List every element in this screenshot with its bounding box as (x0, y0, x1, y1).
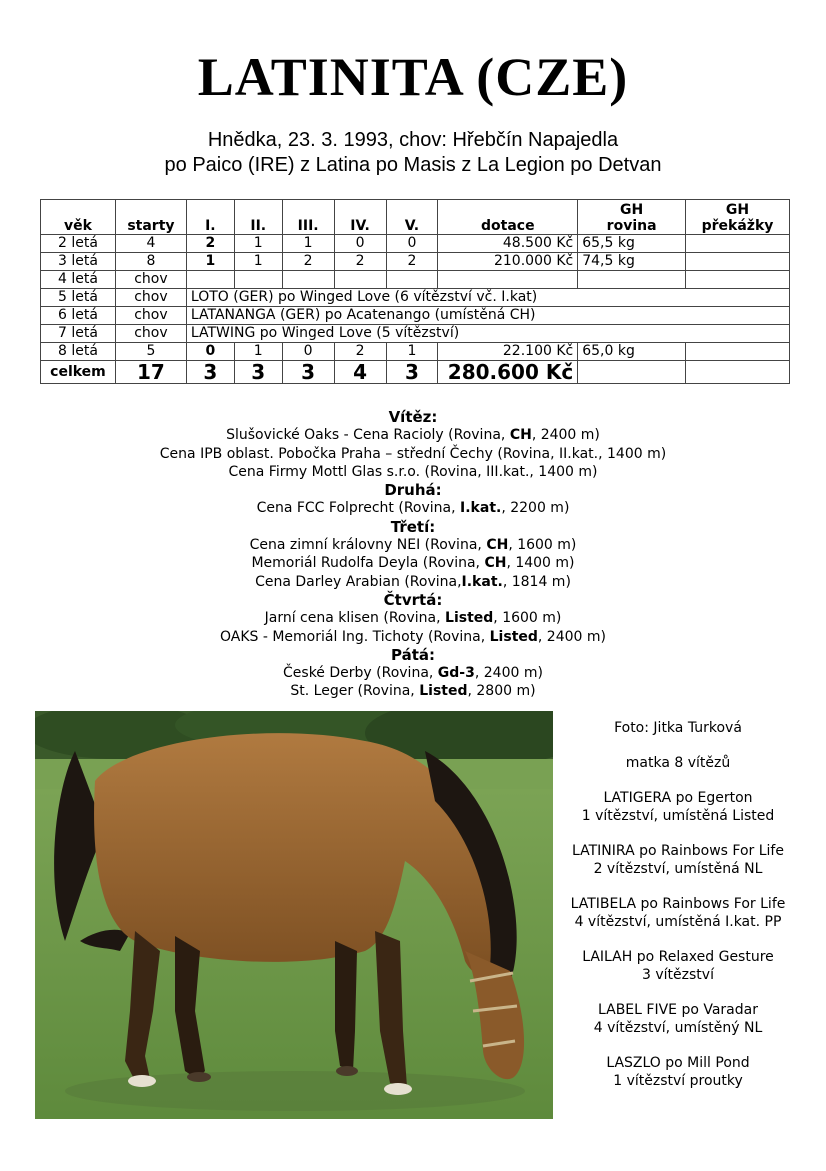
section-heading-second: Druhá: (384, 481, 442, 500)
race-text: , 1600 m) (493, 610, 562, 627)
race-text: Cena zimní královny NEI (Rovina, (249, 537, 487, 554)
offspring-record: 2 vítězství, umístěná NL (593, 861, 763, 877)
race-text: , 1600 m) (508, 537, 577, 554)
gh-label: GH (620, 202, 644, 218)
offspring-record: 4 vítězství, umístěný NL (593, 1020, 763, 1036)
fore-leg-left (335, 941, 357, 1071)
offspring-entry (555, 1001, 801, 1037)
page-title: LATINITA (CZE) (197, 47, 629, 107)
horse-illustration (35, 711, 553, 1119)
offspring-name: LASZLO po Mill Pond (606, 1055, 750, 1071)
table-header-row (41, 200, 790, 235)
offspring-record: 1 vítězství, umístěná Listed (581, 808, 775, 824)
race-text: , 1814 m) (502, 573, 571, 590)
fifth-cell: 0 (386, 235, 438, 253)
prize-cell: 48.500 Kč (438, 235, 578, 253)
col-second: II. (234, 200, 282, 235)
race-category: CH (509, 427, 532, 444)
race-line (0, 499, 826, 517)
offspring-name: LATIBELA po Rainbows For Life (570, 896, 786, 912)
first-cell: 1 (186, 253, 234, 271)
col-gh-jumps (686, 200, 790, 235)
total-label: celkem (41, 361, 116, 384)
offspring-name: LAILAH po Relaxed Gesture (582, 949, 774, 965)
total-prize: 280.600 Kč (438, 361, 578, 384)
third-cell: 1 (282, 235, 334, 253)
total-second: 3 (234, 361, 282, 384)
age-cell: 7 letá (41, 325, 116, 343)
second-cell: 1 (234, 235, 282, 253)
race-text: , 2400 m) (537, 628, 606, 645)
empty-cell (686, 271, 790, 289)
fifth-cell: 1 (386, 343, 438, 361)
total-third: 3 (282, 361, 334, 384)
fourth-cell: 2 (334, 343, 386, 361)
starts-cell: chov (115, 271, 186, 289)
prize-cell: 210.000 Kč (438, 253, 578, 271)
third-cell: 2 (282, 253, 334, 271)
total-fifth: 3 (386, 361, 438, 384)
offspring-entry (555, 1054, 801, 1090)
race-text: St. Leger (Rovina, (290, 683, 420, 700)
section-heading-third: Třetí: (390, 517, 436, 536)
horse-description: Hnědka, 23. 3. 1993, chov: Hřebčín Napajedla (207, 129, 619, 151)
col-fourth: IV. (334, 200, 386, 235)
offspring-note: LOTO (GER) po Winged Love (6 vítězství vč. I.kat) (186, 289, 789, 307)
gh-flat-cell: 74,5 kg (578, 253, 686, 271)
table-row (41, 253, 790, 271)
age-cell: 5 letá (41, 289, 116, 307)
empty-cell (578, 361, 686, 384)
age-cell: 8 letá (41, 343, 116, 361)
starts-cell: chov (115, 289, 186, 307)
table-row (41, 307, 790, 325)
race-text: České Derby (Rovina, (283, 665, 438, 682)
offspring-record: 3 vítězství (642, 967, 714, 983)
race-category: Listed (489, 628, 538, 645)
gh-jumps-cell (686, 253, 790, 271)
second-cell: 1 (234, 343, 282, 361)
race-category: Listed (445, 610, 494, 627)
race-category: I.kat. (461, 573, 503, 590)
empty-cell (438, 271, 578, 289)
offspring-note: LATANANGA (GER) po Acatenango (umístěná CH) (186, 307, 789, 325)
race-line (0, 664, 826, 682)
race-text: , 2400 m) (531, 427, 600, 444)
race-text: , 2800 m) (467, 683, 536, 700)
race-line (0, 426, 826, 444)
starts-cell: 4 (115, 235, 186, 253)
race-category: Gd-3 (437, 665, 475, 682)
empty-cell (234, 271, 282, 289)
gh-label: GH (725, 202, 750, 218)
col-gh-flat (578, 200, 686, 235)
empty-cell (282, 271, 334, 289)
race-text: , 2200 m) (501, 500, 570, 517)
empty-cell (386, 271, 438, 289)
empty-cell (334, 271, 386, 289)
section-heading-winner: Vítěz: (388, 408, 438, 426)
col-third: III. (282, 200, 334, 235)
age-cell: 6 letá (41, 307, 116, 325)
col-starts: starty (115, 200, 186, 235)
race-line: Cena IPB oblast. Pobočka Praha – střední Čechy (Rovina, II.kat., 1400 m) (159, 445, 667, 462)
fourth-cell: 2 (334, 253, 386, 271)
race-text: OAKS - Memoriál Ing. Tichoty (Rovina, (219, 628, 490, 645)
race-line (0, 573, 826, 591)
starts-cell: chov (115, 325, 186, 343)
race-line (0, 554, 826, 572)
race-line (0, 536, 826, 554)
race-line (0, 682, 826, 700)
race-category: I.kat. (460, 500, 502, 517)
second-cell: 1 (234, 253, 282, 271)
race-category: CH (484, 555, 507, 572)
offspring-name: LABEL FIVE po Varadar (598, 1002, 758, 1018)
offspring-entry (555, 895, 801, 931)
age-cell: 3 letá (41, 253, 116, 271)
table-row (41, 325, 790, 343)
first-cell: 0 (186, 343, 234, 361)
age-cell: 2 letá (41, 235, 116, 253)
table-row (41, 289, 790, 307)
offspring-entry (555, 948, 801, 984)
race-text: Memoriál Rudolfa Deyla (Rovina, (251, 555, 485, 572)
age-cell: 4 letá (41, 271, 116, 289)
table-row (41, 343, 790, 361)
gh-jumps-cell (686, 343, 790, 361)
col-prize: dotace (438, 200, 578, 235)
total-fourth: 4 (334, 361, 386, 384)
race-category: Listed (419, 683, 468, 700)
gh-flat-cell: 65,0 kg (578, 343, 686, 361)
race-line (0, 628, 826, 646)
section-heading-fourth: Čtvrtá: (383, 590, 443, 609)
section-heading-fifth: Pátá: (390, 645, 435, 664)
empty-cell (578, 271, 686, 289)
first-cell: 2 (186, 235, 234, 253)
third-cell: 0 (282, 343, 334, 361)
race-text: , 2400 m) (474, 665, 543, 682)
horse-photo (35, 711, 553, 1119)
offspring-record: 4 vítězství, umístěná I.kat. PP (574, 914, 782, 930)
offspring-entry (555, 842, 801, 878)
offspring-name: LATINIRA po Rainbows For Life (572, 843, 784, 859)
total-row (41, 361, 790, 384)
race-category: CH (486, 537, 509, 554)
col-fifth: V. (386, 200, 438, 235)
pedigree-line: po Paico (IRE) z Latina po Masis z La Legion po Detvan (164, 154, 662, 176)
side-notes (555, 719, 801, 1107)
offspring-name: LATIGERA po Egerton (603, 790, 753, 806)
gh-flat-cell: 65,5 kg (578, 235, 686, 253)
empty-cell (186, 271, 234, 289)
col-age: věk (41, 200, 116, 235)
race-text: Slušovické Oaks - Cena Racioly (Rovina, (226, 427, 510, 444)
fifth-cell: 2 (386, 253, 438, 271)
total-first: 3 (186, 361, 234, 384)
starts-cell: 8 (115, 253, 186, 271)
gh-flat-label: rovina (606, 218, 657, 234)
gh-jumps-label: překážky (701, 218, 774, 234)
total-starts: 17 (115, 361, 186, 384)
dam-summary: matka 8 vítězů (625, 755, 731, 771)
table-row (41, 271, 790, 289)
race-line: Cena Firmy Mottl Glas s.r.o. (Rovina, III.kat., 1400 m) (228, 463, 598, 480)
race-line (0, 609, 826, 627)
race-text: Jarní cena klisen (Rovina, (264, 610, 446, 627)
offspring-entry (555, 789, 801, 825)
starts-cell: chov (115, 307, 186, 325)
photo-credit: Foto: Jitka Turková (614, 720, 742, 736)
starts-cell: 5 (115, 343, 186, 361)
race-text: , 1400 m) (506, 555, 575, 572)
race-text: Cena Darley Arabian (Rovina, (255, 573, 462, 590)
table-row (41, 235, 790, 253)
offspring-record: 1 vítězství proutky (613, 1073, 743, 1089)
race-results (0, 408, 826, 701)
fourth-cell: 0 (334, 235, 386, 253)
col-first: I. (186, 200, 234, 235)
gh-jumps-cell (686, 235, 790, 253)
race-record-table (40, 199, 790, 384)
empty-cell (686, 361, 790, 384)
race-text: Cena FCC Folprecht (Rovina, (256, 500, 461, 517)
prize-cell: 22.100 Kč (438, 343, 578, 361)
offspring-note: LATWING po Winged Love (5 vítězství) (186, 325, 789, 343)
